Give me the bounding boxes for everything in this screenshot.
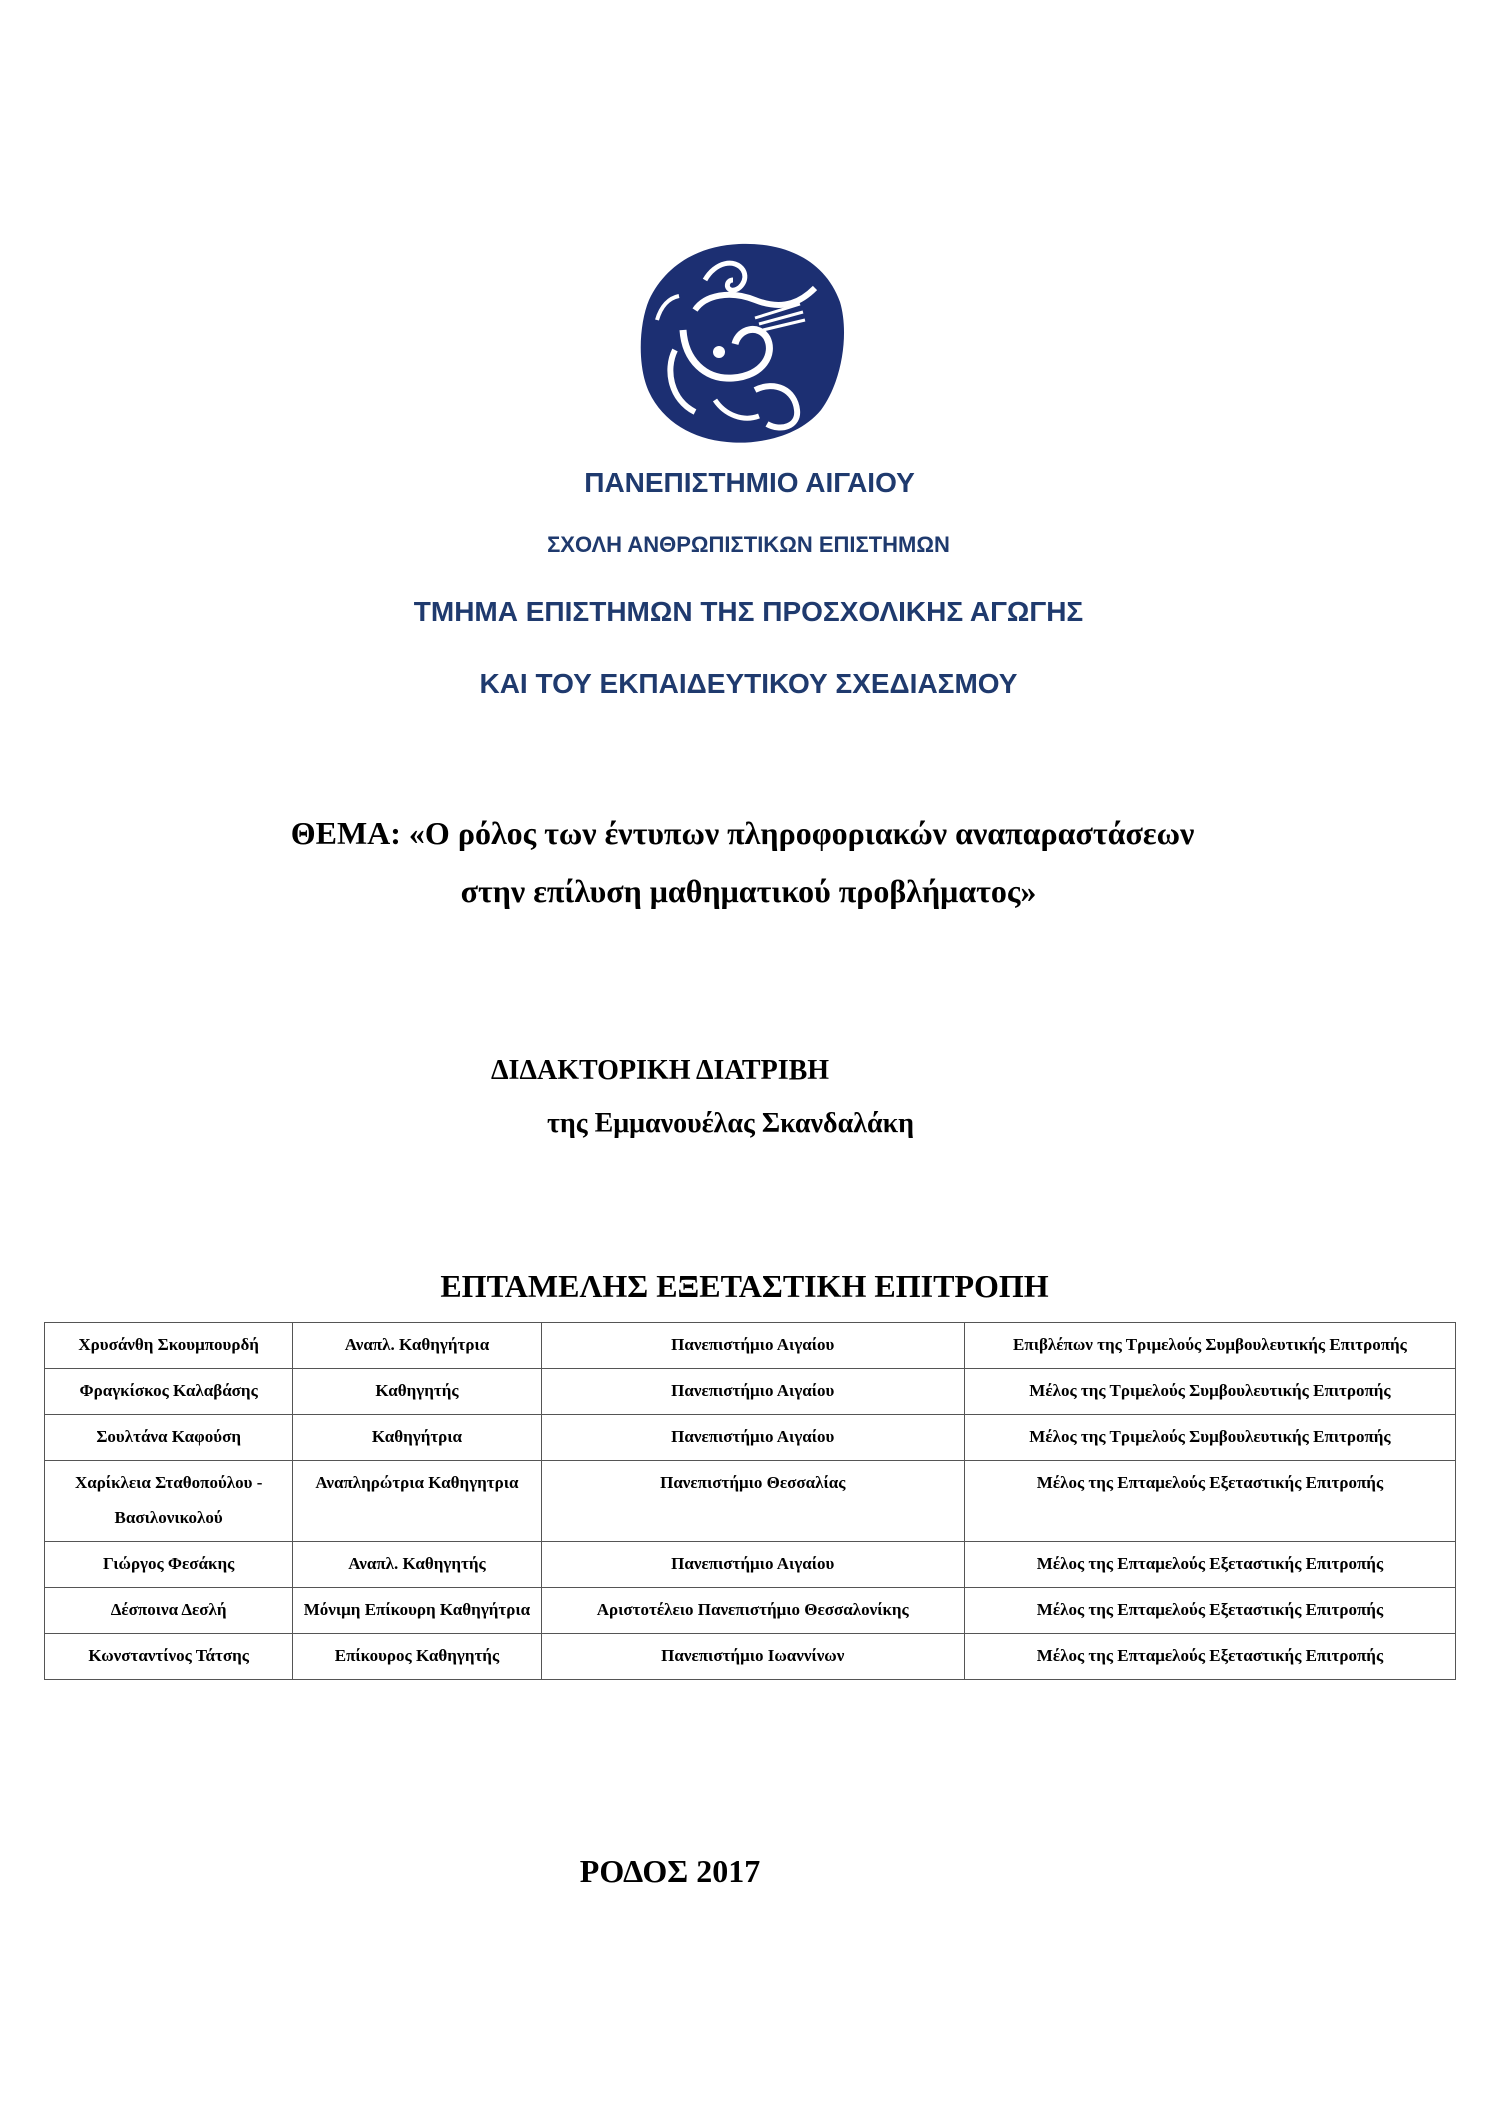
member-role-cell: Μέλος της Τριμελούς Συμβουλευτικής Επιτροπής [964, 1415, 1455, 1461]
member-institution-cell: Πανεπιστήμιο Θεσσαλίας [541, 1461, 964, 1542]
member-institution-cell: Αριστοτέλειο Πανεπιστήμιο Θεσσαλονίκης [541, 1588, 964, 1634]
table-row [45, 1461, 1456, 1542]
department-name-line2: ΚΑΙ ΤΟΥ ΕΚΠΑΙΔΕΥΤΙΚΟΥ ΣΧΕΔΙΑΣΜΟΥ [479, 668, 1018, 699]
topic-line2: στην επίλυση μαθηματικού προβλήματος» [460, 873, 1037, 909]
member-rank-cell: Αναπλ. Καθηγήτρια [293, 1323, 541, 1369]
member-role-cell: Επιβλέπων της Τριμελούς Συμβουλευτικής Επιτροπής [964, 1323, 1455, 1369]
member-institution-cell: Πανεπιστήμιο Αιγαίου [541, 1323, 964, 1369]
member-institution-cell: Πανεπιστήμιο Αιγαίου [541, 1542, 964, 1588]
school-name: ΣΧΟΛΗ ΑΝΘΡΩΠΙΣΤΙΚΩΝ ΕΠΙΣΤΗΜΩΝ [547, 532, 950, 557]
member-institution-cell: Πανεπιστήμιο Ιωαννίνων [541, 1634, 964, 1680]
member-rank-cell: Καθηγητής [293, 1369, 541, 1415]
member-name-cell: Δέσποινα Δεσλή [45, 1588, 293, 1634]
thesis-type: ΔΙΔΑΚΤΟΡΙΚΗ ΔΙΑΤΡΙΒΗ [491, 1055, 830, 1086]
member-name-cell: Φραγκίσκος Καλαβάσης [45, 1369, 293, 1415]
table-row [45, 1588, 1456, 1634]
member-role-cell: Μέλος της Επταμελούς Εξεταστικής Επιτροπής [964, 1461, 1455, 1542]
committee-table [44, 1322, 1456, 1680]
member-role-cell: Μέλος της Επταμελούς Εξεταστικής Επιτροπής [964, 1542, 1455, 1588]
member-role-cell: Μέλος της Τριμελούς Συμβουλευτικής Επιτροπής [964, 1369, 1455, 1415]
member-rank-cell: Καθηγήτρια [293, 1415, 541, 1461]
member-role-cell: Μέλος της Επταμελούς Εξεταστικής Επιτροπής [964, 1588, 1455, 1634]
member-rank-cell: Επίκουρος Καθηγητής [293, 1634, 541, 1680]
committee-title: ΕΠΤΑΜΕΛΗΣ ΕΞΕΤΑΣΤΙΚΗ ΕΠΙΤΡΟΠΗ [440, 1268, 1049, 1304]
place-year: ΡΟΔΟΣ 2017 [579, 1853, 761, 1889]
thesis-author: της Εμμανουέλας Σκανδαλάκη [547, 1108, 915, 1139]
member-name-cell: Γιώργος Φεσάκης [45, 1542, 293, 1588]
member-rank-cell: Αναπλ. Καθηγητής [293, 1542, 541, 1588]
topic-line1: ΘΕΜΑ: «Ο ρόλος των έντυπων πληροφοριακών αναπαραστάσεων [290, 815, 1195, 851]
member-rank-cell: Αναπληρώτρια Καθηγητρια [293, 1461, 541, 1542]
university-seal-logo [635, 240, 847, 445]
university-name: ΠΑΝΕΠΙΣΤΗΜΙΟ ΑΙΓΑΙΟΥ [584, 467, 915, 498]
table-row [45, 1415, 1456, 1461]
member-institution-cell: Πανεπιστήμιο Αιγαίου [541, 1369, 964, 1415]
table-row [45, 1323, 1456, 1369]
table-row [45, 1542, 1456, 1588]
member-name-cell: Χρυσάνθη Σκουμπουρδή [45, 1323, 293, 1369]
member-role-cell: Μέλος της Επταμελούς Εξεταστικής Επιτροπής [964, 1634, 1455, 1680]
table-row [45, 1634, 1456, 1680]
member-name-cell: Σουλτάνα Καφούση [45, 1415, 293, 1461]
member-name-cell: Κωνσταντίνος Τάτσης [45, 1634, 293, 1680]
table-row [45, 1369, 1456, 1415]
member-name-cell: Χαρίκλεια Σταθοπούλου - Βασιλονικολού [45, 1461, 293, 1542]
member-institution-cell: Πανεπιστήμιο Αιγαίου [541, 1415, 964, 1461]
department-name-line1: ΤΜΗΜΑ ΕΠΙΣΤΗΜΩΝ ΤΗΣ ΠΡΟΣΧΟΛΙΚΗΣ ΑΓΩΓΗΣ [413, 596, 1084, 627]
member-rank-cell: Μόνιμη Επίκουρη Καθηγήτρια [293, 1588, 541, 1634]
